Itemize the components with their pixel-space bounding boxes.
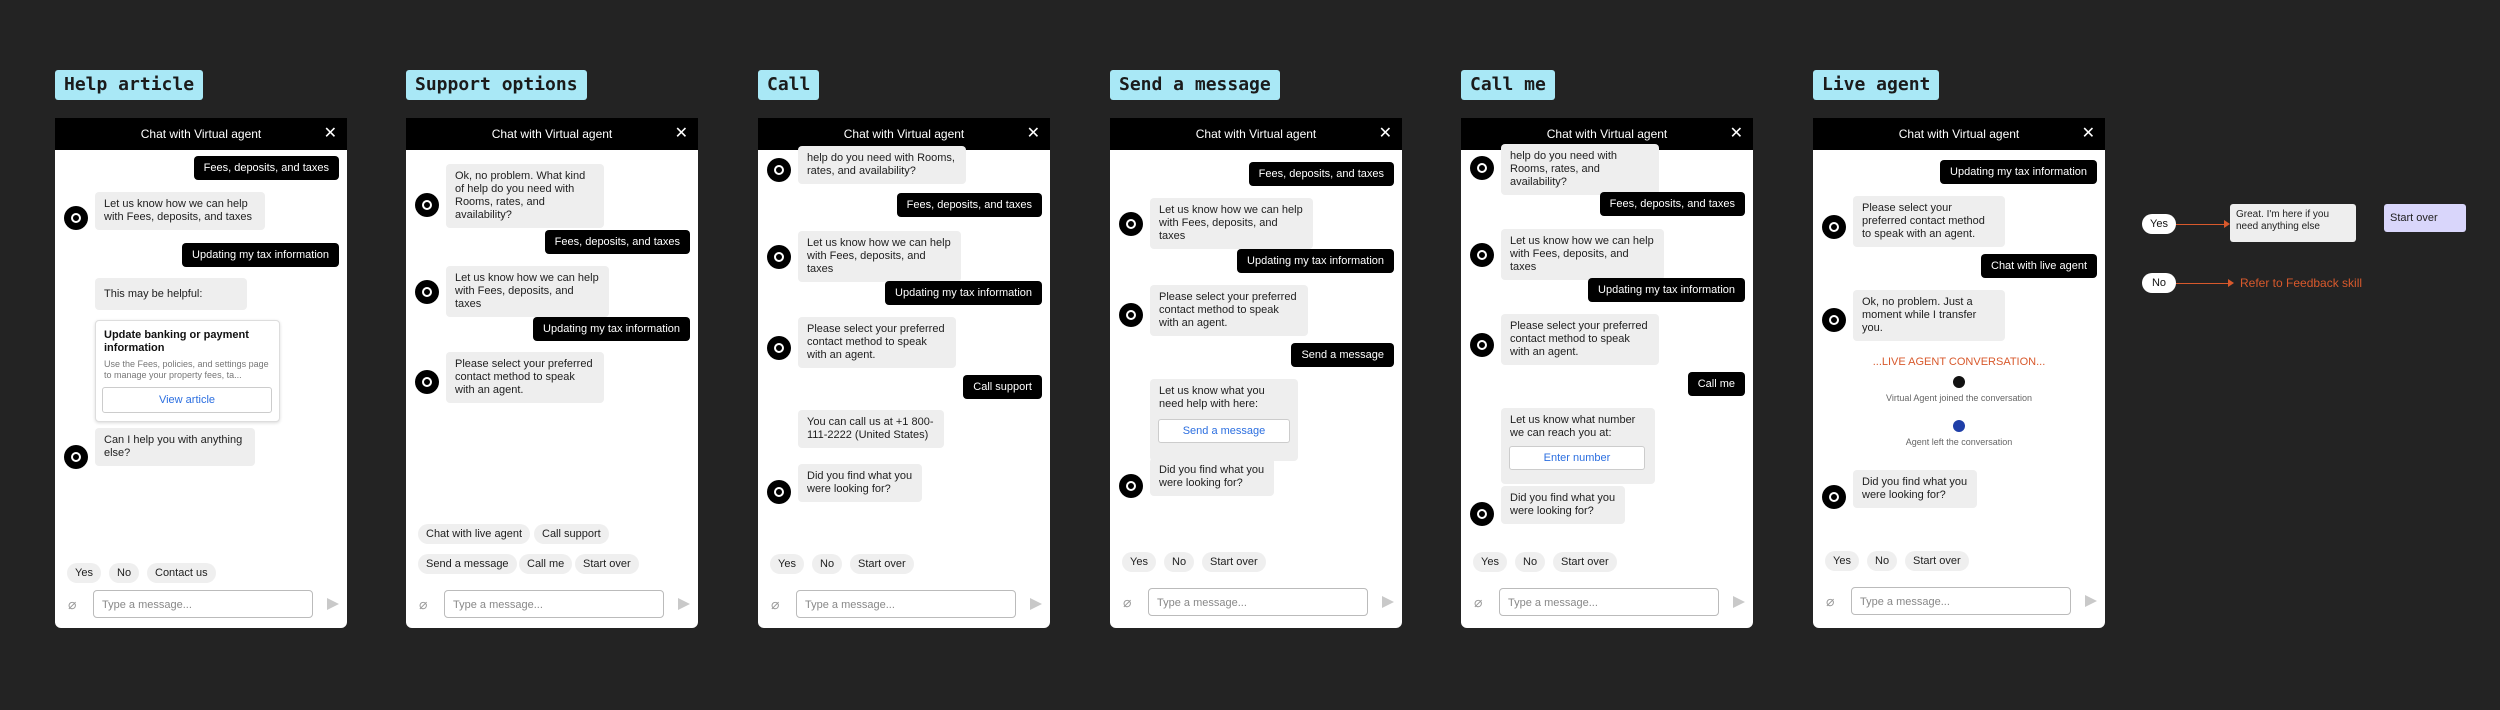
bot-message-text: Let us know what you need help with here:	[1159, 385, 1265, 410]
close-icon[interactable]: ✕	[1378, 125, 1392, 142]
flow-arrow-line	[2176, 224, 2224, 225]
bot-avatar-icon	[1822, 215, 1846, 239]
close-icon[interactable]: ✕	[1026, 125, 1040, 142]
bot-message: You can call us at +1 800-111-2222 (United States)	[798, 410, 944, 448]
system-message: Virtual Agent joined the conversation	[1886, 393, 2032, 403]
flow-node-yes: Yes	[2142, 214, 2176, 234]
send-icon[interactable]	[1382, 596, 1394, 608]
send-icon[interactable]	[678, 598, 690, 610]
send-icon[interactable]	[2085, 595, 2097, 607]
flow-label-call: Call	[758, 70, 819, 100]
bot-message: Ok, no problem. Just a moment while I transfer you.	[1853, 290, 2005, 341]
message-input[interactable]: Type a message...	[796, 590, 1016, 618]
chat-body	[55, 150, 347, 510]
chip-yes[interactable]: Yes	[770, 554, 804, 574]
attach-icon[interactable]: ⌀	[771, 596, 780, 612]
user-message: Updating my tax information	[885, 281, 1042, 305]
system-message: Agent left the conversation	[1905, 437, 2013, 447]
chip-start-over[interactable]: Start over	[850, 554, 914, 574]
chip-no[interactable]: No	[1867, 551, 1897, 571]
bot-avatar-icon	[1119, 212, 1143, 236]
user-message: Updating my tax information	[1588, 278, 1745, 302]
attach-icon[interactable]: ⌀	[419, 596, 428, 612]
enter-number-button[interactable]: Enter number	[1509, 446, 1645, 470]
flow-arrow-line	[2176, 283, 2228, 284]
send-icon[interactable]	[327, 598, 339, 610]
bot-message: Let us know how we can help with Fees, deposits, and taxes	[1501, 229, 1664, 280]
bot-avatar-icon	[1822, 308, 1846, 332]
arrow-head-icon	[2228, 279, 2234, 287]
chat-window-call-me	[1461, 118, 1753, 628]
chip-start-over[interactable]: Start over	[575, 554, 639, 574]
chat-title: Chat with Virtual agent	[1546, 127, 1668, 141]
chat-header	[55, 118, 347, 150]
chip-start-over[interactable]: Start over	[1202, 552, 1266, 572]
bot-message-text: Let us know what number we can reach you at:	[1510, 414, 1636, 439]
chip-yes[interactable]: Yes	[67, 563, 101, 583]
bot-message: Let us know how we can help with Fees, deposits, and taxes	[1150, 198, 1313, 249]
article-description: Use the Fees, policies, and settings page to manage your property fees, ta...	[104, 359, 269, 380]
chat-body	[1110, 150, 1402, 510]
chat-window-help-article	[55, 118, 347, 628]
bot-message: Please select your preferred contact method to speak with an agent.	[446, 352, 604, 403]
bot-message: Did you find what you were looking for?	[1150, 458, 1274, 496]
chat-header	[1813, 118, 2105, 150]
bot-message: help do you need with Rooms, rates, and availability?	[1501, 144, 1659, 195]
live-agent-banner: ...LIVE AGENT CONVERSATION...	[1872, 356, 2046, 368]
attach-icon[interactable]: ⌀	[1123, 594, 1132, 610]
bot-message: Let us know how we can help with Fees, deposits, and taxes	[798, 231, 961, 282]
bot-avatar-icon	[767, 480, 791, 504]
chip-no[interactable]: No	[109, 563, 139, 583]
bot-message: This may be helpful:	[95, 278, 247, 310]
chat-title: Chat with Virtual agent	[491, 127, 613, 141]
bot-avatar-icon	[64, 445, 88, 469]
attach-icon[interactable]: ⌀	[68, 596, 77, 612]
chip-call-me[interactable]: Call me	[519, 554, 572, 574]
chip-yes[interactable]: Yes	[1825, 551, 1859, 571]
chat-window-live-agent	[1813, 118, 2105, 628]
virtual-agent-icon	[1953, 376, 1965, 388]
chat-title: Chat with Virtual agent	[1898, 127, 2020, 141]
message-input[interactable]: Type a message...	[1851, 587, 2071, 615]
bot-avatar-icon	[415, 280, 439, 304]
bot-avatar-icon	[1822, 485, 1846, 509]
chat-title: Chat with Virtual agent	[140, 127, 262, 141]
message-input[interactable]: Type a message...	[1148, 588, 1368, 616]
attach-icon[interactable]: ⌀	[1826, 593, 1835, 609]
chat-header	[1110, 118, 1402, 150]
bot-message: Let us know how we can help with Fees, deposits, and taxes	[446, 266, 609, 317]
bot-message: Please select your preferred contact method to speak with an agent.	[1150, 285, 1308, 336]
chip-send-message[interactable]: Send a message	[418, 554, 517, 574]
chip-call-support[interactable]: Call support	[534, 524, 609, 544]
bot-message: Can I help you with anything else?	[95, 428, 255, 466]
flow-node-feedback: Refer to Feedback skill	[2240, 276, 2363, 290]
bot-message	[1501, 408, 1655, 484]
flow-node-no: No	[2142, 273, 2176, 293]
bot-avatar-icon	[415, 370, 439, 394]
flow-label-support-options: Support options	[406, 70, 587, 100]
bot-avatar-icon	[415, 193, 439, 217]
chip-start-over[interactable]: Start over	[1553, 552, 1617, 572]
close-icon[interactable]: ✕	[1729, 125, 1743, 142]
bot-avatar-icon	[64, 206, 88, 230]
message-input[interactable]: Type a message...	[444, 590, 664, 618]
user-message: Fees, deposits, and taxes	[897, 193, 1042, 217]
chat-title: Chat with Virtual agent	[1195, 127, 1317, 141]
send-a-message-button[interactable]: Send a message	[1158, 419, 1290, 443]
chat-body	[1461, 150, 1753, 517]
close-icon[interactable]: ✕	[674, 125, 688, 142]
chat-title: Chat with Virtual agent	[843, 127, 965, 141]
bot-message: Please select your preferred contact method to speak with an agent.	[1853, 196, 2005, 247]
chat-window-send-message	[1110, 118, 1402, 628]
chip-chat-live-agent[interactable]: Chat with live agent	[418, 524, 530, 544]
flow-label-send-message: Send a message	[1110, 70, 1280, 100]
attach-icon[interactable]: ⌀	[1474, 594, 1483, 610]
user-message: Call support	[963, 375, 1042, 399]
close-icon[interactable]: ✕	[323, 125, 337, 142]
bot-avatar-icon	[767, 336, 791, 360]
flow-label-live-agent: Live agent	[1813, 70, 1939, 100]
flow-label-call-me: Call me	[1461, 70, 1555, 100]
chip-contact-us[interactable]: Contact us	[147, 563, 216, 583]
bot-message: Did you find what you were looking for?	[1853, 470, 1977, 508]
chip-no[interactable]: No	[1164, 552, 1194, 572]
bot-message: help do you need with Rooms, rates, and availability?	[798, 146, 966, 184]
chip-yes[interactable]: Yes	[1122, 552, 1156, 572]
user-message: Chat with live agent	[1981, 254, 2097, 278]
user-message: Fees, deposits, and taxes	[1600, 192, 1745, 216]
bot-message: Let us know how we can help with Fees, deposits, and taxes	[95, 192, 265, 230]
bot-avatar-icon	[767, 245, 791, 269]
bot-avatar-icon	[1470, 502, 1494, 526]
user-message: Updating my tax information	[1237, 249, 1394, 273]
user-message: Fees, deposits, and taxes	[1249, 162, 1394, 186]
close-icon[interactable]: ✕	[2081, 125, 2095, 142]
user-message: Call me	[1688, 372, 1745, 396]
user-message: Updating my tax information	[1940, 160, 2097, 184]
user-message: Updating my tax information	[533, 317, 690, 341]
flow-node-reply: Great. I'm here if you need anything else	[2230, 204, 2356, 242]
article-title: Update banking or payment information	[104, 329, 249, 354]
bot-message: Did you find what you were looking for?	[798, 464, 922, 502]
user-message: Updating my tax information	[182, 243, 339, 267]
chip-no[interactable]: No	[812, 554, 842, 574]
bot-message: Please select your preferred contact method to speak with an agent.	[798, 317, 956, 368]
view-article-button[interactable]: View article	[102, 387, 272, 413]
bot-avatar-icon	[1119, 474, 1143, 498]
bot-avatar-icon	[1470, 243, 1494, 267]
chat-window-support-options	[406, 118, 698, 628]
message-input[interactable]: Type a message...	[1499, 588, 1719, 616]
chip-yes[interactable]: Yes	[1473, 552, 1507, 572]
bot-message: Ok, no problem. What kind of help do you need with Rooms, rates, and availability?	[446, 164, 604, 228]
article-card	[95, 320, 280, 422]
bot-message	[1150, 379, 1298, 461]
chat-window-call	[758, 118, 1050, 628]
chat-body	[758, 150, 1050, 510]
bot-message: Please select your preferred contact method to speak with an agent.	[1501, 314, 1659, 365]
chip-start-over[interactable]: Start over	[1905, 551, 1969, 571]
user-message: Send a message	[1291, 343, 1394, 367]
agent-icon	[1953, 420, 1965, 432]
bot-avatar-icon	[1119, 303, 1143, 327]
message-input[interactable]: Type a message...	[93, 590, 313, 618]
flow-node-start-over: Start over	[2384, 204, 2466, 232]
bot-avatar-icon	[1470, 333, 1494, 357]
flow-label-help-article: Help article	[55, 70, 203, 100]
chat-body	[406, 150, 698, 510]
bot-message: Did you find what you were looking for?	[1501, 486, 1625, 524]
send-icon[interactable]	[1733, 596, 1745, 608]
send-icon[interactable]	[1030, 598, 1042, 610]
chat-body	[1813, 150, 2105, 510]
chip-no[interactable]: No	[1515, 552, 1545, 572]
bot-avatar-icon	[1470, 156, 1494, 180]
chat-header	[406, 118, 698, 150]
bot-avatar-icon	[767, 158, 791, 182]
user-message: Fees, deposits, and taxes	[545, 230, 690, 254]
user-message: Fees, deposits, and taxes	[194, 156, 339, 180]
